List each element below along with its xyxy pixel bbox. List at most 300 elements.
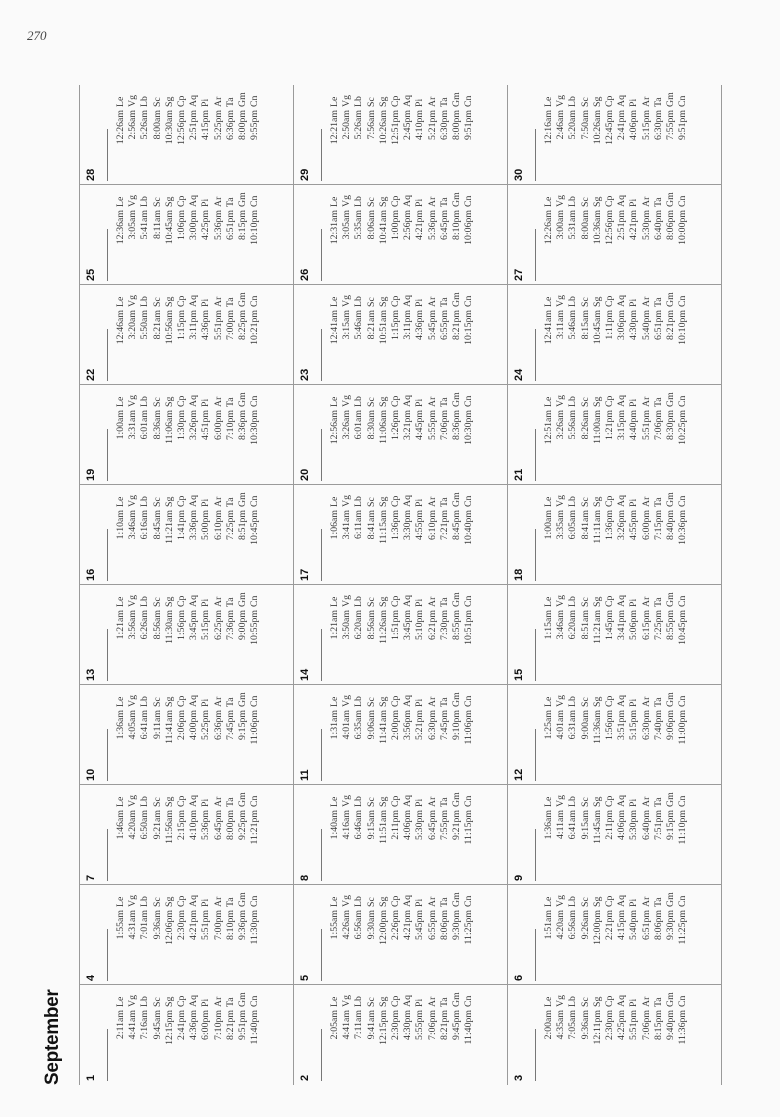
ingress-entry (200, 89, 212, 181)
ingress-entry (402, 889, 414, 981)
sign-abbrev: Cp (390, 195, 402, 207)
ingress-entry (463, 189, 475, 281)
sign-abbrev: Sc (579, 497, 591, 507)
ingress-entry (249, 989, 261, 1081)
day-number: 16 (85, 568, 97, 581)
ingress-time: 9:36am (151, 910, 163, 940)
sign-abbrev: Lb (353, 396, 365, 407)
day-number: 22 (85, 368, 97, 381)
ingress-time: 9:51pm (677, 110, 689, 140)
ingress-entry (188, 389, 200, 481)
ingress-entry (653, 89, 665, 181)
ingress-entry (463, 889, 475, 981)
ingress-time: 11:06pm (249, 710, 261, 745)
sign-abbrev: Sg (163, 796, 175, 807)
sign-abbrev: Aq (616, 495, 628, 507)
ingress-time: 10:41am (377, 210, 389, 245)
ingress-time: 11:00am (591, 410, 603, 444)
sign-abbrev: Pi (628, 498, 640, 507)
sign-abbrev: Cp (390, 995, 402, 1007)
ingress-time: 9:55pm (249, 110, 261, 140)
ingress-entry (353, 689, 365, 781)
ingress-entry (628, 189, 640, 281)
sign-abbrev: Aq (188, 295, 200, 307)
sign-abbrev: Ar (426, 196, 438, 207)
ingress-entry (451, 189, 463, 281)
ingress-entry (237, 689, 249, 781)
ingress-entry (200, 989, 212, 1081)
ingress-time: 8:41am (579, 510, 591, 540)
ingress-time: 6:01am (139, 410, 151, 440)
ingress-entry (237, 89, 249, 181)
day-underline (535, 929, 536, 981)
sign-abbrev: Lb (353, 696, 365, 707)
day-underline (321, 1029, 322, 1081)
sign-abbrev: Le (329, 96, 340, 107)
ingress-entry (604, 789, 616, 881)
sign-abbrev: Pi (200, 298, 212, 307)
ingress-entry (463, 89, 475, 181)
ingress-entry (341, 389, 353, 481)
ingress-time: 3:41am (341, 510, 353, 540)
ingress-time: 7:45pm (224, 710, 236, 740)
sign-abbrev: Ar (426, 696, 438, 707)
sign-abbrev: Pi (200, 698, 212, 707)
ingress-entry (127, 89, 139, 181)
ingress-time: 7:06pm (640, 1010, 652, 1040)
sign-abbrev: Aq (402, 195, 414, 207)
ingress-time: 12:26am (115, 110, 126, 145)
ingress-entry (604, 89, 616, 181)
ingress-time: 4:15pm (616, 910, 628, 940)
ingress-entry (353, 189, 365, 281)
ingress-time: 3:26pm (188, 410, 200, 440)
ingress-entry (225, 689, 237, 781)
ingress-time: 5:25pm (200, 710, 212, 740)
ingress-time: 1:30pm (176, 410, 188, 440)
day-number: 10 (85, 768, 97, 781)
ingress-entry (249, 489, 261, 581)
ingress-entry (604, 889, 616, 981)
ingress-time: 11:06am (377, 410, 389, 444)
ingress-entry (414, 589, 426, 681)
ingress-time: 12:15pm (163, 1010, 175, 1045)
sign-abbrev: Ar (640, 796, 652, 807)
ingress-time: 1:56pm (176, 610, 188, 640)
sign-abbrev: Lb (139, 896, 151, 907)
sign-abbrev: Gm (665, 92, 677, 107)
ingress-entry (427, 589, 439, 681)
ingress-entry (341, 689, 353, 781)
sign-abbrev: Cp (604, 395, 616, 407)
ingress-time: 1:55am (329, 910, 340, 940)
entry-list (543, 589, 689, 681)
sign-abbrev: Cn (463, 195, 475, 207)
ingress-time: 7:15pm (652, 510, 664, 540)
ingress-entry (378, 89, 390, 181)
ingress-time: 11:21am (163, 510, 175, 544)
ingress-entry (628, 789, 640, 881)
sign-abbrev: Lb (567, 496, 579, 507)
ingress-entry (127, 989, 139, 1081)
ingress-entry (366, 689, 378, 781)
ingress-time: 9:30pm (451, 910, 463, 940)
ingress-time: 1:15pm (176, 310, 188, 340)
ingress-time: 3:51pm (616, 710, 628, 740)
day-underline (321, 929, 322, 981)
sign-abbrev: Sc (579, 397, 591, 407)
ingress-entry (665, 789, 677, 881)
ingress-entry (139, 289, 151, 381)
ingress-entry (439, 889, 451, 981)
sign-abbrev: Vg (555, 395, 567, 407)
ingress-entry (188, 789, 200, 881)
ingress-time: 7:55pm (438, 810, 450, 840)
sign-abbrev: Le (543, 396, 554, 407)
ingress-time: 6:30pm (438, 110, 450, 140)
day-underline (321, 529, 322, 581)
ingress-entry (555, 689, 567, 781)
sign-abbrev: Cn (249, 995, 261, 1007)
ingress-time: 10:36pm (677, 510, 689, 545)
ingress-time: 1:15am (543, 610, 554, 640)
sign-abbrev: Le (115, 96, 126, 107)
ephemeris-grid (79, 85, 721, 1085)
sign-abbrev: Cn (677, 395, 689, 407)
ingress-time: 6:20am (567, 610, 579, 640)
ingress-entry (127, 789, 139, 881)
ingress-entry (329, 789, 341, 881)
ingress-entry (200, 189, 212, 281)
ingress-entry (237, 289, 249, 381)
sign-abbrev: Lb (567, 196, 579, 207)
ingress-entry (329, 689, 341, 781)
day-number: 2 (299, 1074, 311, 1081)
ingress-entry (653, 189, 665, 281)
sign-abbrev: Cp (390, 595, 402, 607)
ingress-time: 5:20am (567, 110, 579, 140)
ingress-entry (164, 789, 176, 881)
day-underline (107, 929, 108, 981)
ingress-time: 5:41am (139, 210, 151, 240)
ingress-entry (414, 989, 426, 1081)
ingress-time: 7:50am (579, 110, 591, 140)
sign-abbrev: Le (329, 196, 340, 207)
sign-abbrev: Pi (414, 398, 426, 407)
ingress-time: 9:41am (365, 1010, 377, 1040)
ingress-time: 9:21pm (451, 810, 463, 840)
day-block (507, 685, 721, 785)
ingress-entry (665, 289, 677, 381)
ingress-time: 5:51pm (212, 310, 224, 340)
sign-abbrev: Vg (127, 595, 139, 607)
ingress-entry (414, 289, 426, 381)
ingress-time: 9:15pm (665, 810, 677, 840)
ingress-entry (115, 189, 127, 281)
ingress-time: 6:25pm (212, 610, 224, 640)
sign-abbrev: Aq (188, 995, 200, 1007)
ingress-entry (164, 889, 176, 981)
ingress-entry (152, 789, 164, 881)
sign-abbrev: Cp (176, 895, 188, 907)
ingress-time: 2:11pm (390, 810, 402, 840)
ingress-time: 9:15pm (237, 710, 249, 740)
ingress-entry (237, 989, 249, 1081)
ingress-time: 3:11pm (402, 310, 414, 340)
sign-abbrev: Ar (640, 496, 652, 507)
sign-abbrev: Pi (200, 598, 212, 607)
ingress-time: 5:51pm (200, 910, 212, 940)
sign-abbrev: Sc (365, 97, 377, 107)
ingress-time: 5:36pm (200, 810, 212, 840)
day-underline (107, 829, 108, 881)
day-underline (107, 529, 108, 581)
sign-abbrev: Ar (212, 496, 224, 507)
ingress-time: 6:16am (139, 510, 151, 540)
ingress-time: 1:00am (115, 410, 126, 440)
day-underline (107, 629, 108, 681)
ingress-entry (414, 789, 426, 881)
sign-abbrev: Vg (127, 95, 139, 107)
sign-abbrev: Pi (414, 298, 426, 307)
ingress-time: 3:15am (341, 310, 353, 340)
ingress-entry (353, 489, 365, 581)
sign-abbrev: Pi (628, 798, 640, 807)
sign-abbrev: Cn (249, 395, 261, 407)
ingress-time: 2:26pm (390, 910, 402, 940)
ingress-entry (451, 889, 463, 981)
sign-abbrev: Pi (414, 198, 426, 207)
ingress-entry (543, 589, 555, 681)
ingress-entry (200, 789, 212, 881)
day-number: 25 (85, 268, 97, 281)
ingress-entry (139, 889, 151, 981)
sign-abbrev: Cp (604, 595, 616, 607)
ingress-entry (139, 189, 151, 281)
ingress-entry (176, 789, 188, 881)
day-block (507, 585, 721, 685)
sign-abbrev: Lb (567, 596, 579, 607)
ingress-entry (580, 689, 592, 781)
ingress-entry (200, 489, 212, 581)
ingress-time: 8:00pm (451, 110, 463, 140)
ingress-time: 5:55pm (426, 410, 438, 440)
ingress-entry (604, 489, 616, 581)
ingress-time: 3:56pm (402, 710, 414, 740)
ingress-entry (378, 489, 390, 581)
day-number: 26 (299, 268, 311, 281)
sign-abbrev: Aq (402, 695, 414, 707)
ingress-time: 2:15pm (176, 810, 188, 840)
ingress-entry (677, 189, 689, 281)
ingress-time: 3:06pm (616, 310, 628, 340)
ingress-time: 2:30pm (390, 1010, 402, 1040)
ingress-entry (249, 89, 261, 181)
sign-abbrev: Aq (616, 995, 628, 1007)
sign-abbrev: Ta (438, 597, 450, 607)
ingress-entry (341, 289, 353, 381)
ingress-entry (152, 489, 164, 581)
sign-abbrev: Le (543, 896, 554, 907)
ingress-entry (127, 489, 139, 581)
day-block (507, 985, 721, 1085)
day-block (293, 985, 507, 1085)
sign-abbrev: Gm (451, 492, 463, 507)
ingress-entry (543, 489, 555, 581)
sign-abbrev: Ar (426, 396, 438, 407)
day-underline (535, 729, 536, 781)
sign-abbrev: Le (329, 296, 340, 307)
day-number: 17 (299, 568, 311, 581)
ingress-time: 9:11am (151, 710, 163, 740)
sign-abbrev: Lb (567, 896, 579, 907)
ingress-entry (677, 389, 689, 481)
sign-abbrev: Cp (390, 795, 402, 807)
ingress-time: 6:30pm (652, 110, 664, 140)
ingress-entry (402, 489, 414, 581)
sign-abbrev: Sc (365, 297, 377, 307)
sign-abbrev: Le (115, 996, 126, 1007)
day-underline (321, 129, 322, 181)
ingress-entry (353, 589, 365, 681)
day-block (293, 685, 507, 785)
ingress-time: 11:15am (377, 510, 389, 544)
ingress-entry (115, 889, 127, 981)
ingress-entry (152, 889, 164, 981)
day-block (79, 985, 293, 1085)
day-block (293, 885, 507, 985)
day-underline (535, 829, 536, 881)
sign-abbrev: Pi (414, 798, 426, 807)
ingress-time: 3:35am (555, 510, 567, 540)
ingress-entry (225, 589, 237, 681)
ingress-time: 12:41am (329, 310, 340, 345)
ingress-time: 6:30pm (426, 710, 438, 740)
sign-abbrev: Sg (163, 296, 175, 307)
ingress-time: 12:41am (543, 310, 554, 345)
sign-abbrev: Ta (438, 997, 450, 1007)
ingress-time: 8:51am (579, 610, 591, 640)
ingress-time: 8:00pm (237, 110, 249, 140)
day-underline (321, 229, 322, 281)
ingress-entry (543, 989, 555, 1081)
sign-abbrev: Le (115, 196, 126, 207)
ingress-time: 9:45am (151, 1010, 163, 1040)
sign-abbrev: Ta (438, 97, 450, 107)
sign-abbrev: Pi (200, 898, 212, 907)
ingress-entry (353, 89, 365, 181)
sign-abbrev: Pi (414, 998, 426, 1007)
ingress-entry (555, 289, 567, 381)
ingress-time: 2:21pm (604, 910, 616, 940)
sign-abbrev: Sg (163, 596, 175, 607)
ingress-time: 8:56am (151, 610, 163, 640)
day-number: 1 (85, 1074, 97, 1081)
ingress-time: 8:55pm (451, 610, 463, 640)
sign-abbrev: Vg (555, 895, 567, 907)
ingress-time: 10:06pm (463, 210, 475, 245)
sign-abbrev: Le (543, 996, 554, 1007)
sign-abbrev: Le (543, 496, 554, 507)
ingress-time: 5:30pm (414, 810, 426, 840)
ingress-time: 3:36pm (188, 510, 200, 540)
sign-abbrev: Pi (200, 398, 212, 407)
ingress-time: 10:45am (163, 210, 175, 245)
ingress-time: 5:21pm (426, 110, 438, 140)
entry-list (329, 489, 475, 581)
sign-abbrev: Sc (151, 397, 163, 407)
sign-abbrev: Pi (414, 98, 426, 107)
ingress-entry (543, 289, 555, 381)
ingress-entry (139, 389, 151, 481)
ingress-time: 4:35am (555, 1010, 567, 1040)
day-number: 21 (513, 468, 525, 481)
ingress-entry (225, 789, 237, 881)
sign-abbrev: Sc (579, 597, 591, 607)
ingress-time: 4:10pm (188, 810, 200, 840)
ingress-time: 7:06pm (426, 1010, 438, 1040)
ingress-entry (402, 389, 414, 481)
ingress-entry (200, 589, 212, 681)
page-number: 270 (27, 28, 47, 43)
ingress-time: 2:30pm (604, 1010, 616, 1040)
ingress-entry (329, 89, 341, 181)
sign-abbrev: Ta (652, 397, 664, 407)
ingress-entry (115, 689, 127, 781)
ingress-time: 3:45pm (402, 610, 414, 640)
ingress-time: 8:36pm (451, 410, 463, 440)
sign-abbrev: Sg (591, 996, 603, 1007)
ingress-time: 12:15pm (377, 1010, 389, 1045)
ingress-entry (580, 489, 592, 581)
sign-abbrev: Le (115, 496, 126, 507)
ingress-time: 5:31am (567, 210, 579, 240)
ingress-entry (200, 889, 212, 981)
ingress-entry (225, 889, 237, 981)
sign-abbrev: Cn (463, 95, 475, 107)
ingress-time: 2:41pm (176, 1010, 188, 1040)
ingress-time: 5:40pm (640, 310, 652, 340)
sign-abbrev: Ar (212, 196, 224, 207)
ingress-entry (628, 689, 640, 781)
ingress-entry (439, 389, 451, 481)
sign-abbrev: Vg (555, 95, 567, 107)
sign-abbrev: Cn (463, 795, 475, 807)
ingress-entry (237, 589, 249, 681)
ingress-time: 9:06am (365, 710, 377, 740)
ingress-entry (188, 589, 200, 681)
sign-abbrev: Cp (604, 495, 616, 507)
day-block (293, 85, 507, 185)
ingress-time: 8:00am (579, 210, 591, 240)
ingress-time: 8:21pm (665, 310, 677, 340)
sign-abbrev: Ar (212, 96, 224, 107)
ingress-entry (555, 189, 567, 281)
entry-list (329, 989, 475, 1081)
sign-abbrev: Le (543, 196, 554, 207)
entry-list (543, 289, 689, 381)
ingress-time: 9:15am (579, 810, 591, 840)
ingress-time: 4:41am (127, 1010, 139, 1040)
ingress-entry (164, 289, 176, 381)
ingress-time: 4:06pm (628, 110, 640, 140)
ingress-time: 10:10pm (677, 310, 689, 345)
sign-abbrev: Ar (426, 896, 438, 907)
sign-abbrev: Vg (127, 295, 139, 307)
ingress-time: 2:51pm (188, 110, 200, 140)
ingress-entry (580, 189, 592, 281)
sign-abbrev: Cn (677, 495, 689, 507)
